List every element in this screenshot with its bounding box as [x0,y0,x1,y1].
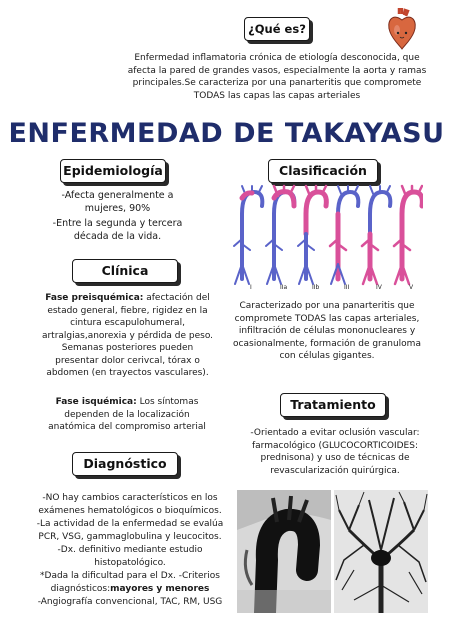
isquemica-text: Los síntomas dependen de la localización anatómica del compromiso arterial [48,397,206,432]
tratamiento-text: -Orientado a evitar oclusión vascular: farmacológico (GLUCOCORTICOIDES: prednisona) y uso de técnicas de revascularización quirúrgica. [250,428,420,476]
criterios-text: *Dada la dificultad para el Dx. -Criterios diagnósticos: [40,571,220,594]
clinica-preisquemica [40,292,215,380]
heart-icon [386,8,418,52]
type-label-1: I [250,284,252,291]
diagnostico-line-5: -Angiografía convencional, TAC, RM, USG [37,597,223,607]
classification-illustration [228,184,423,292]
epidemiologia-line-1: -Afecta generalmente a mujeres, 90% [61,190,174,214]
page-title: ENFERMEDAD DE TAKAYASU [8,118,445,149]
preisquemica-title: Fase preisquémica: [45,293,144,303]
isquemica-title: Fase isquémica: [55,397,137,407]
type-label-4: III [344,284,350,291]
preisquemica-text: afectación del estado general, fiebre, rigidez en la cintura escapulohumeral, artralgias,anorexia y pérdida de peso. Semanas posteriores pueden presentar dolor cerivcal, tórax o abdomen (en trayectos vasculares). [41,293,214,378]
type-label-6: V [409,284,414,291]
clinica-label: Clínica [72,259,178,283]
angiography-image-branches [334,490,428,613]
clinica-isquemica [42,396,212,434]
epidemiologia-line-2: -Entre la segunda y tercera década de la vida. [52,218,183,242]
que-es-label: ¿Qué es? [244,17,310,41]
epidemiologia-label: Epidemiología [60,159,166,183]
diagnostico-line-2: -La actividad de la enfermedad se evalúa PCR, VSG, gammaglobulina y leucocitos. [36,519,224,542]
diagnostico-line-4 [34,570,226,595]
type-label-2: IIa [280,284,288,291]
type-label-5: IV [376,284,382,291]
tratamiento-label: Tratamiento [280,393,386,417]
diagnostico-line-3: -Dx. definitivo mediante estudio histopatológico. [57,545,203,568]
clasificacion-label: Clasificación [268,159,378,183]
diagnostico-line-1: -NO hay cambios característicos en los exámenes hematológicos o bioquímicos. [38,493,222,516]
definition-text: Enfermedad inflamatoria crónica de etiología desconocida, que afecta la pared de grandes vasos, especialmente la aorta y ramas principales.Se caracteriza por una panarteritis que compromete TODAS las capas las capas arteriales [127,53,427,101]
type-label-3: IIb [312,284,320,291]
angiography-image-aorta [237,490,331,613]
clasificacion-description: Caracterizado por una panarteritis que compromete TODAS las capas arteriales, infiltración de células mononucleares y ocasionalmente, formación de granuloma con células gigantes. [233,301,421,361]
criterios-bold: mayores y menores [110,583,210,594]
diagnostico-label: Diagnóstico [72,452,178,476]
